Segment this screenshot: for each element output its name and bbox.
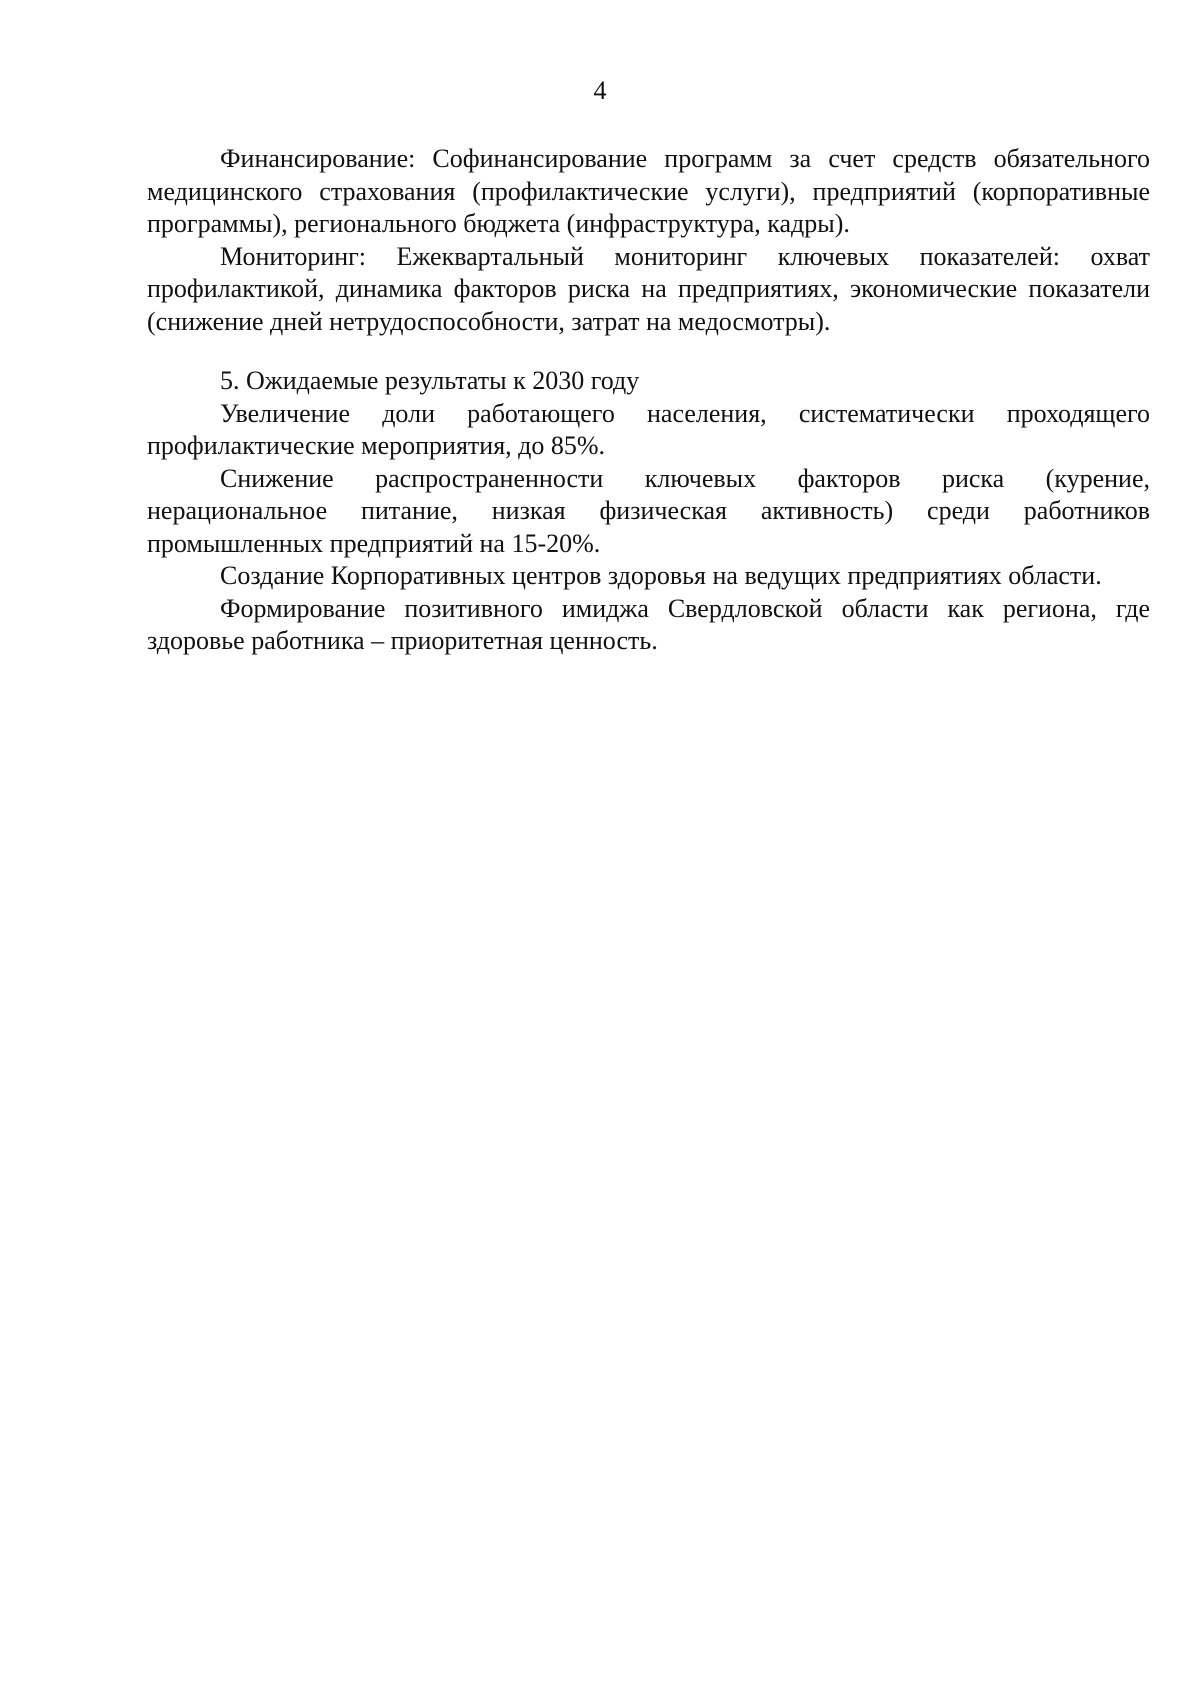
result-item-coverage: Увеличение доли работающего населения, систематически проходящего профилактические мероприятия, до 85%. xyxy=(147,398,1150,460)
monitoring-paragraph: Мониторинг: Ежеквартальный мониторинг ключевых показателей: охват профилактикой, динамика факторов риска на предприятиях, экономические показатели (снижение дней нетрудоспособности, затрат на медосмотры). xyxy=(147,241,1150,336)
section-heading-expected-results: 5. Ожидаемые результаты к 2030 году xyxy=(220,366,640,395)
result-item-health-centers: Создание Корпоративных центров здоровья на ведущих предприятиях области. xyxy=(220,561,1102,590)
result-item-risk-factors: Снижение распространенности ключевых факторов риска (курение, нерациональное питание, низкая физическая активность) среди работников промышленных предприятий на 15-20%. xyxy=(147,463,1150,558)
document-body xyxy=(147,143,1150,658)
financing-paragraph: Финансирование: Софинансирование программ за счет средств обязательного медицинского страхования (профилактические услуги), предприятий (корпоративные программы), регионального бюджета (инфраструктура, кадры). xyxy=(147,144,1150,238)
result-item-regional-image: Формирование позитивного имиджа Свердловской области как региона, где здоровье работника – приоритетная ценность. xyxy=(147,593,1150,655)
page-number: 4 xyxy=(593,76,607,105)
